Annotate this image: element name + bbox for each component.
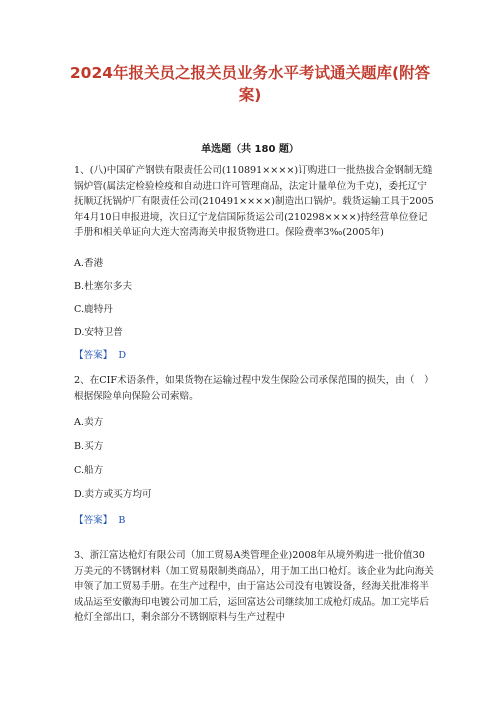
question-2-text: 2、在CIF术语条件，如果货物在运输过程中发生保险公司承保范围的损失，由（ ）根据保险单向保险公司索赔。 xyxy=(74,375,434,402)
question-2-option-a: A.卖方 xyxy=(74,417,104,428)
question-2-option-c: C.船方 xyxy=(74,465,104,476)
answer-label: 【答案】 xyxy=(74,515,113,526)
page-title: 2024年报关员之报关员业务水平考试通关题库(附答案) xyxy=(69,64,431,104)
answer-label: 【答案】 xyxy=(74,350,113,361)
question-1-option-d: D.安特卫普 xyxy=(74,327,123,338)
question-2-answer xyxy=(74,512,125,526)
question-1-option-c: C.鹿特丹 xyxy=(74,304,113,315)
question-3-text: 3、浙江富达枪灯有限公司（加工贸易A类管理企业)2008年从境外购进一批价值30万美元的不锈钢材料（加工贸易限制类商品），用于加工出口枪灯。该企业为此向海关申领了加工贸易手册。在生产过程中，由于富达公司没有电镀设备，经海关批准将半成品运至安徽海印电镀公司加工后，运回富达公司继续加工成枪灯成品。加工完毕后枪灯全部出口，剩余部分不锈钢原料与生产过程中 xyxy=(74,550,434,623)
answer-value: B xyxy=(118,515,126,526)
question-1-option-b: B.杜塞尔多夫 xyxy=(74,281,133,292)
question-1-text: 1、(八)中国矿产钢铁有限责任公司(110891××××)订购进口一批热拔合金钢制无缝锅炉管(属法定检验检疫和自动进口许可管理商品，法定计量单位为千克)，委托辽宁抚顺辽抚锅炉厂有限责任公司(210491××××)制造出口锅炉。载货运输工具于2005年4月10日申报进境，次日辽宁龙信国际货运公司(210298××××)持经营单位登记手册和相关单证向大连大窑湾海关申报货物进口。保险费率3‰(2005年) xyxy=(74,165,434,238)
answer-value: D xyxy=(118,350,127,361)
section-heading: 单选题（共 180 题） xyxy=(201,144,299,155)
question-2-option-d: D.卖方或买方均可 xyxy=(74,489,152,500)
question-1-answer xyxy=(74,347,126,361)
question-1-option-a: A.香港 xyxy=(74,258,104,269)
question-2-option-b: B.买方 xyxy=(74,441,104,452)
